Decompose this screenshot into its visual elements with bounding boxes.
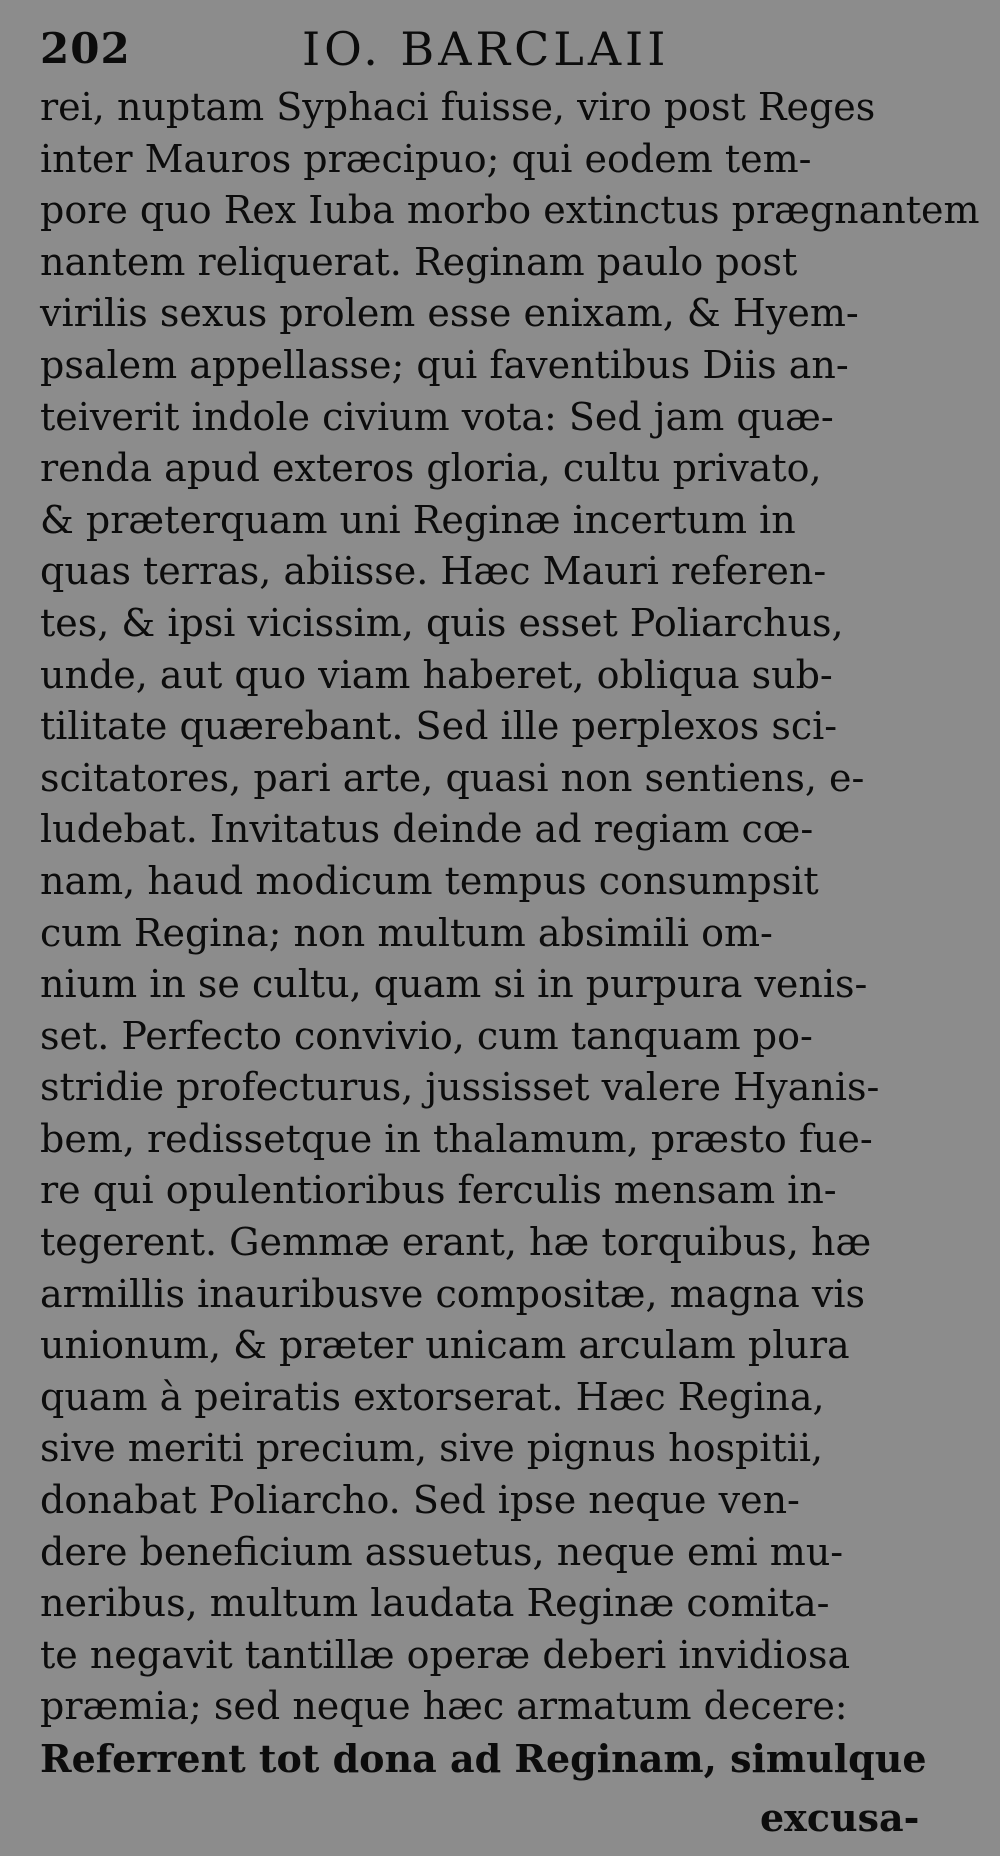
text-line: rei, nuptam Syphaci fuisse, viro post Reges <box>40 85 876 129</box>
text-line: bem, redissetque in thalamum, præsto fue- <box>40 1116 873 1161</box>
text-line: quas terras, abiisse. Hæc Mauri referen- <box>40 549 827 594</box>
page-header <box>40 24 760 84</box>
text-line: neribus, multum laudata Reginæ comita- <box>40 1581 830 1626</box>
body-text <box>40 82 980 1785</box>
text-line: præmia; sed neque hæc armatum decere: <box>40 1684 848 1729</box>
text-line: unionum, & præter unicam arculam plura <box>40 1323 850 1368</box>
text-line: ludebat. Invitatus deinde ad regiam cœ- <box>40 807 814 852</box>
text-line: quam à peiratis extorserat. Hæc Regina, <box>40 1374 825 1419</box>
text-line: sive meriti precium, sive pignus hospitii, <box>40 1426 824 1471</box>
text-line: nium in se cultu, quam si in purpura venis- <box>40 962 868 1007</box>
text-line: tegerent. Gemmæ erant, hæ torquibus, hæ <box>40 1220 872 1265</box>
text-line: & præterquam uni Reginæ incertum in <box>40 497 796 542</box>
text-line: cum Regina; non multum absimili om- <box>40 910 773 955</box>
text-line: armillis inauribusve compositæ, magna vis <box>40 1271 865 1316</box>
text-line: renda apud exteros gloria, cultu privato, <box>40 446 822 491</box>
text-line: virilis sexus prolem esse enixam, & Hyem- <box>40 291 859 336</box>
text-line: nam, haud modicum tempus consumpsit <box>40 858 819 903</box>
catchword: excusa- <box>760 1795 920 1840</box>
text-line: psalem appellasse; qui faventibus Diis an- <box>40 342 849 387</box>
text-line: tes, & ipsi vicissim, quis esset Poliarchus, <box>40 600 844 645</box>
page-number: 202 <box>40 24 131 73</box>
text-line: te negavit tantillæ operæ deberi invidiosa <box>40 1632 851 1677</box>
text-line: teiverit indole civium vota: Sed jam quæ- <box>40 394 834 439</box>
text-line: set. Perfecto convivio, cum tanquam po- <box>40 1013 813 1058</box>
text-line: unde, aut quo viam haberet, obliqua sub- <box>40 652 833 697</box>
running-head: IO. BARCLAII <box>302 22 670 76</box>
text-line: pore quo Rex Iuba morbo extinctus prægnantem <box>40 188 980 233</box>
text-line: scitatores, pari arte, quasi non sentiens, e- <box>40 755 865 800</box>
text-line: Referrent tot dona ad Reginam, simulque <box>40 1736 927 1781</box>
text-line: tilitate quærebant. Sed ille perplexos sci- <box>40 704 838 749</box>
text-line: donabat Poliarcho. Sed ipse neque ven- <box>40 1478 800 1523</box>
text-line: re qui opulentioribus ferculis mensam in- <box>40 1168 837 1213</box>
text-line: nantem reliquerat. Reginam paulo post <box>40 239 798 284</box>
text-line: inter Mauros præcipuo; qui eodem tem- <box>40 136 812 181</box>
text-line: stridie profecturus, jussisset valere Hyanis- <box>40 1065 880 1110</box>
text-line: dere beneficium assuetus, neque emi mu- <box>40 1529 844 1574</box>
